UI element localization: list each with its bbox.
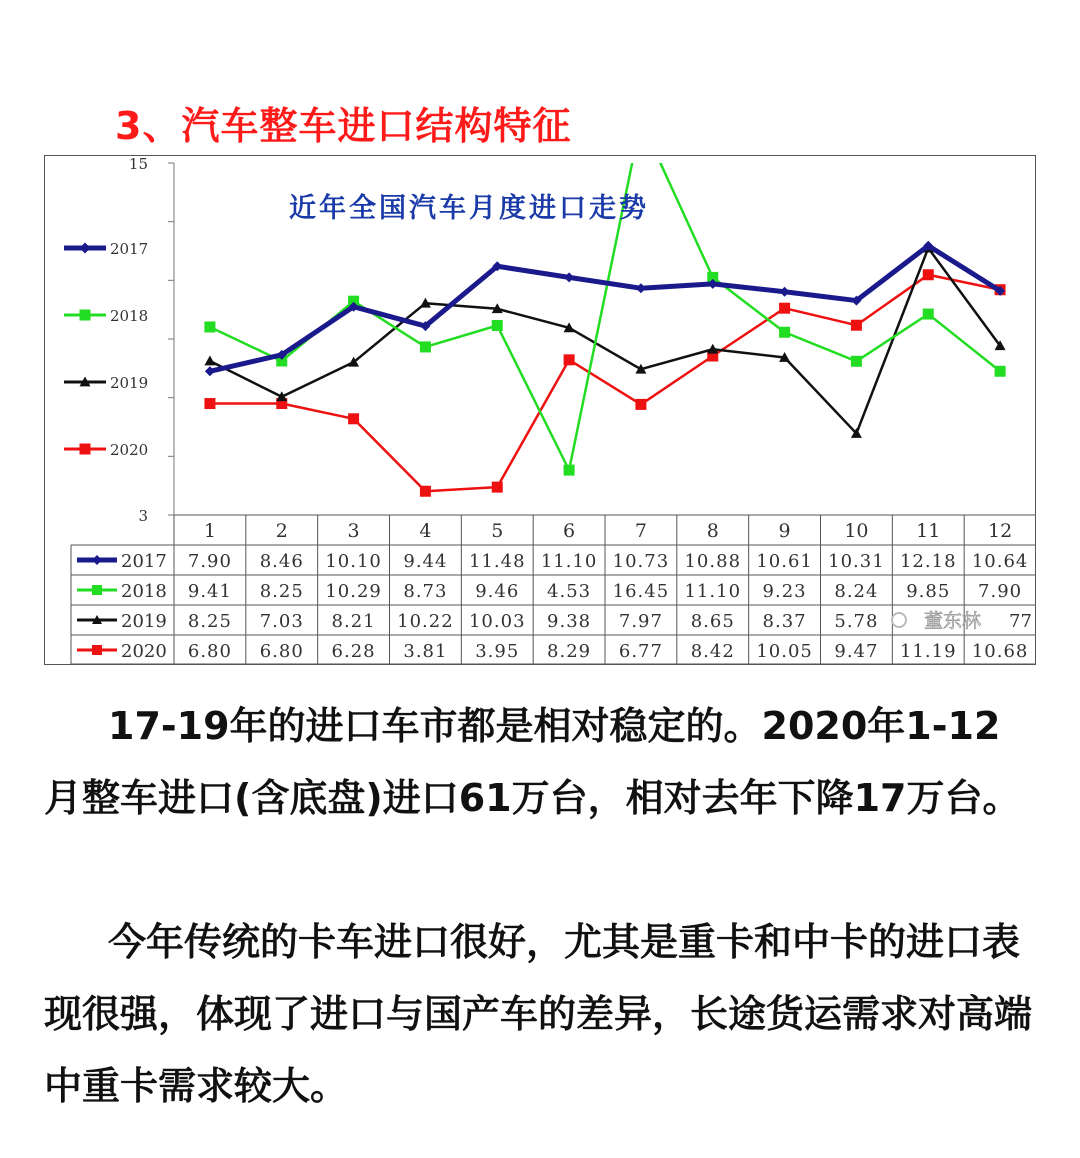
table-category-label: 8 bbox=[706, 520, 719, 542]
data-point-2020 bbox=[851, 320, 862, 331]
table-cell-value: 10.31 bbox=[828, 551, 885, 572]
table-cell-value: 6.80 bbox=[259, 641, 304, 662]
data-point-2018 bbox=[851, 356, 862, 367]
data-point-2020 bbox=[923, 269, 934, 280]
table-series-label-2018: 2018 bbox=[121, 581, 167, 602]
table-cell-value: 8.25 bbox=[187, 611, 232, 632]
legend-label-2017: 2017 bbox=[110, 240, 149, 258]
data-point-2020 bbox=[348, 413, 359, 424]
table-cell-value: 11.10 bbox=[540, 551, 598, 572]
table-cell-value: 3.95 bbox=[475, 641, 520, 662]
section-heading: 3、汽车整车进口结构特征 bbox=[115, 104, 572, 148]
data-point-2018 bbox=[995, 366, 1006, 377]
table-category-label: 9 bbox=[778, 520, 791, 542]
y-tick-label-bottom: 3 bbox=[138, 507, 148, 525]
table-cell-value: 9.41 bbox=[187, 581, 232, 602]
table-cell-value: 9.23 bbox=[762, 581, 807, 602]
table-cell-value: 5.78 bbox=[834, 611, 879, 632]
table-cell-value: 6.28 bbox=[331, 641, 376, 662]
table-legend-marker-2020 bbox=[92, 645, 102, 655]
data-point-2018 bbox=[923, 309, 934, 320]
table-series-label-2020: 2020 bbox=[121, 641, 167, 662]
watermark-tail-value: 77 bbox=[1009, 611, 1032, 632]
paragraph-1 bbox=[44, 690, 1036, 834]
paragraph-2 bbox=[44, 906, 1036, 1122]
table-cell-value: 4.53 bbox=[547, 581, 592, 602]
table-cell-value: 10.88 bbox=[684, 551, 742, 572]
table-cell-value: 16.45 bbox=[612, 581, 670, 602]
table-cell-value: 11.19 bbox=[899, 641, 957, 662]
table-category-label: 12 bbox=[987, 520, 1013, 542]
table-legend-marker-2018 bbox=[92, 585, 102, 595]
legend-marker-2018 bbox=[80, 310, 91, 321]
data-point-2018 bbox=[492, 320, 503, 331]
table-cell-value: 10.61 bbox=[756, 551, 813, 572]
paragraph-1-text: 17-19年的进口车市都是相对稳定的。2020年1-12月整车进口(含底盘)进口61万台，相对去年下降17万台。 bbox=[44, 704, 1021, 820]
table-cell-value: 8.65 bbox=[690, 611, 735, 632]
table-cell-value: 10.03 bbox=[468, 611, 526, 632]
table-cell-value: 10.64 bbox=[971, 551, 1029, 572]
data-point-2020 bbox=[492, 482, 503, 493]
table-cell-value: 9.44 bbox=[403, 551, 448, 572]
legend-label-2020: 2020 bbox=[110, 441, 149, 459]
table-cell-value: 10.73 bbox=[612, 551, 670, 572]
legend-label-2019: 2019 bbox=[110, 374, 149, 392]
data-point-2020 bbox=[564, 354, 575, 365]
table-cell-value: 10.29 bbox=[325, 581, 382, 602]
data-point-2020 bbox=[420, 486, 431, 497]
import-trend-chart bbox=[44, 155, 1036, 665]
data-point-2020 bbox=[779, 303, 790, 314]
table-cell-value: 7.90 bbox=[978, 581, 1023, 602]
table-cell-value: 9.85 bbox=[906, 581, 951, 602]
data-point-2020 bbox=[204, 398, 215, 409]
table-cell-value: 3.81 bbox=[403, 641, 448, 662]
table-cell-value: 11.10 bbox=[684, 581, 742, 602]
table-series-label-2019: 2019 bbox=[121, 611, 167, 632]
legend-label-2018: 2018 bbox=[110, 307, 149, 325]
table-cell-value: 8.21 bbox=[331, 611, 376, 632]
chart-title: 近年全国汽车月度进口走势 bbox=[289, 193, 649, 224]
table-category-label: 6 bbox=[563, 520, 576, 542]
table-cell-value: 10.22 bbox=[397, 611, 454, 632]
table-cell-value: 8.46 bbox=[259, 551, 304, 572]
table-cell-value: 9.38 bbox=[547, 611, 592, 632]
y-tick-label-top: 15 bbox=[128, 155, 148, 173]
table-cell-value: 8.37 bbox=[762, 611, 807, 632]
table-category-label: 4 bbox=[419, 520, 432, 542]
table-cell-value: 7.03 bbox=[259, 611, 304, 632]
data-point-2020 bbox=[635, 399, 646, 410]
paragraph-2-text: 今年传统的卡车进口很好，尤其是重卡和中卡的进口表现很强，体现了进口与国产车的差异，长途货运需求对高端中重卡需求较大。 bbox=[44, 920, 1033, 1108]
table-cell-value: 12.18 bbox=[899, 551, 957, 572]
table-cell-value: 6.80 bbox=[187, 641, 232, 662]
table-cell-value: 9.47 bbox=[834, 641, 879, 662]
table-cell-value: 8.73 bbox=[403, 581, 448, 602]
table-cell-value: 8.24 bbox=[834, 581, 879, 602]
table-cell-value: 8.29 bbox=[547, 641, 592, 662]
table-cell-value: 6.77 bbox=[618, 641, 663, 662]
table-category-label: 2 bbox=[275, 520, 288, 542]
table-cell-value: 11.48 bbox=[468, 551, 526, 572]
table-category-label: 10 bbox=[844, 520, 869, 542]
legend-marker-2020 bbox=[80, 444, 91, 455]
table-series-label-2017: 2017 bbox=[121, 551, 167, 572]
data-point-2018 bbox=[564, 465, 575, 476]
watermark-text: 董东林 bbox=[924, 610, 982, 632]
table-cell-value: 10.10 bbox=[325, 551, 382, 572]
table-category-label: 3 bbox=[347, 520, 360, 542]
table-category-label: 5 bbox=[491, 520, 504, 542]
table-cell-value: 9.46 bbox=[475, 581, 520, 602]
data-point-2018 bbox=[779, 327, 790, 338]
table-cell-value: 7.97 bbox=[618, 611, 663, 632]
table-category-label: 1 bbox=[203, 520, 216, 542]
data-point-2018 bbox=[204, 321, 215, 332]
table-cell-value: 10.68 bbox=[971, 641, 1029, 662]
table-category-label: 7 bbox=[634, 520, 647, 542]
table-cell-value: 10.05 bbox=[756, 641, 813, 662]
table-cell-value: 7.90 bbox=[187, 551, 232, 572]
data-point-2018 bbox=[420, 341, 431, 352]
table-cell-value: 8.42 bbox=[690, 641, 735, 662]
table-cell-value: 8.25 bbox=[259, 581, 304, 602]
chart-svg bbox=[44, 155, 1036, 665]
table-category-label: 11 bbox=[916, 520, 941, 542]
